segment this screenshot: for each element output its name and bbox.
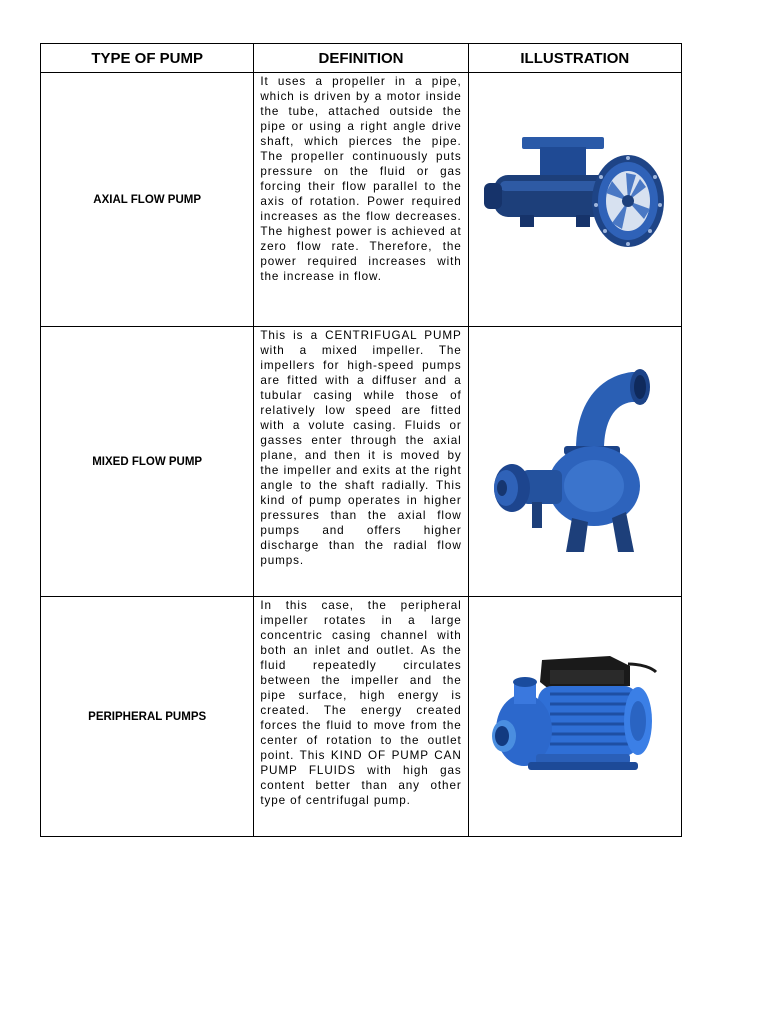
pump-definition-axial: It uses a propeller in a pipe, which is driven by a motor inside the tube, attached outside the pipe or using a right angle drive shaft, which pierces the pipe. The propeller continuously puts pressure on the fluid or gas forcing their flow parallel to the axis of rotation. Power required increases as the flow decreases. The highest power is achieved at zero flow rate. Therefore, the power required increases with the increase in flow. — [254, 73, 468, 327]
pump-illustration-axial — [468, 73, 681, 327]
table-row — [41, 73, 682, 327]
mixed-flow-pump-icon — [480, 362, 670, 562]
pump-definition-peripheral: In this case, the peripheral impeller rotates in a large concentric casing channel with both an inlet and outlet. As the fluid repeatedly circulates between the impeller and the pipe surface, high energy is created. The energy created forces the fluid to move from the center of rotation to the outlet point. This KIND OF PUMP CAN PUMP FLUIDS with high gas content better than any other type of centrifugal pump. — [254, 597, 468, 837]
header-definition: DEFINITION — [254, 44, 468, 73]
peripheral-pump-icon — [480, 642, 670, 792]
pump-name-peripheral: PERIPHERAL PUMPS — [41, 597, 254, 837]
pump-illustration-mixed — [468, 327, 681, 597]
axial-flow-pump-icon — [480, 125, 670, 275]
table-row — [41, 597, 682, 837]
header-type-of-pump: TYPE OF PUMP — [41, 44, 254, 73]
pump-types-table — [40, 43, 682, 837]
pump-definition-mixed: This is a CENTRIFUGAL PUMP with a mixed impeller. The impellers for high-speed pumps are fitted with a diffuser and a tubular casing while those of relatively low speed are fitted with a volute casing. Fluids or gasses enter through the axial plane, and then it is moved by the impeller and exits at the right angle to the shaft radially. This kind of pump operates in higher pressures than the axial flow pumps and offers higher discharge than the radial flow pumps. — [254, 327, 468, 597]
header-illustration: ILLUSTRATION — [468, 44, 681, 73]
pump-name-axial: AXIAL FLOW PUMP — [41, 73, 254, 327]
pump-illustration-peripheral — [468, 597, 681, 837]
table-row — [41, 327, 682, 597]
pump-name-mixed: MIXED FLOW PUMP — [41, 327, 254, 597]
header-row — [41, 44, 682, 73]
